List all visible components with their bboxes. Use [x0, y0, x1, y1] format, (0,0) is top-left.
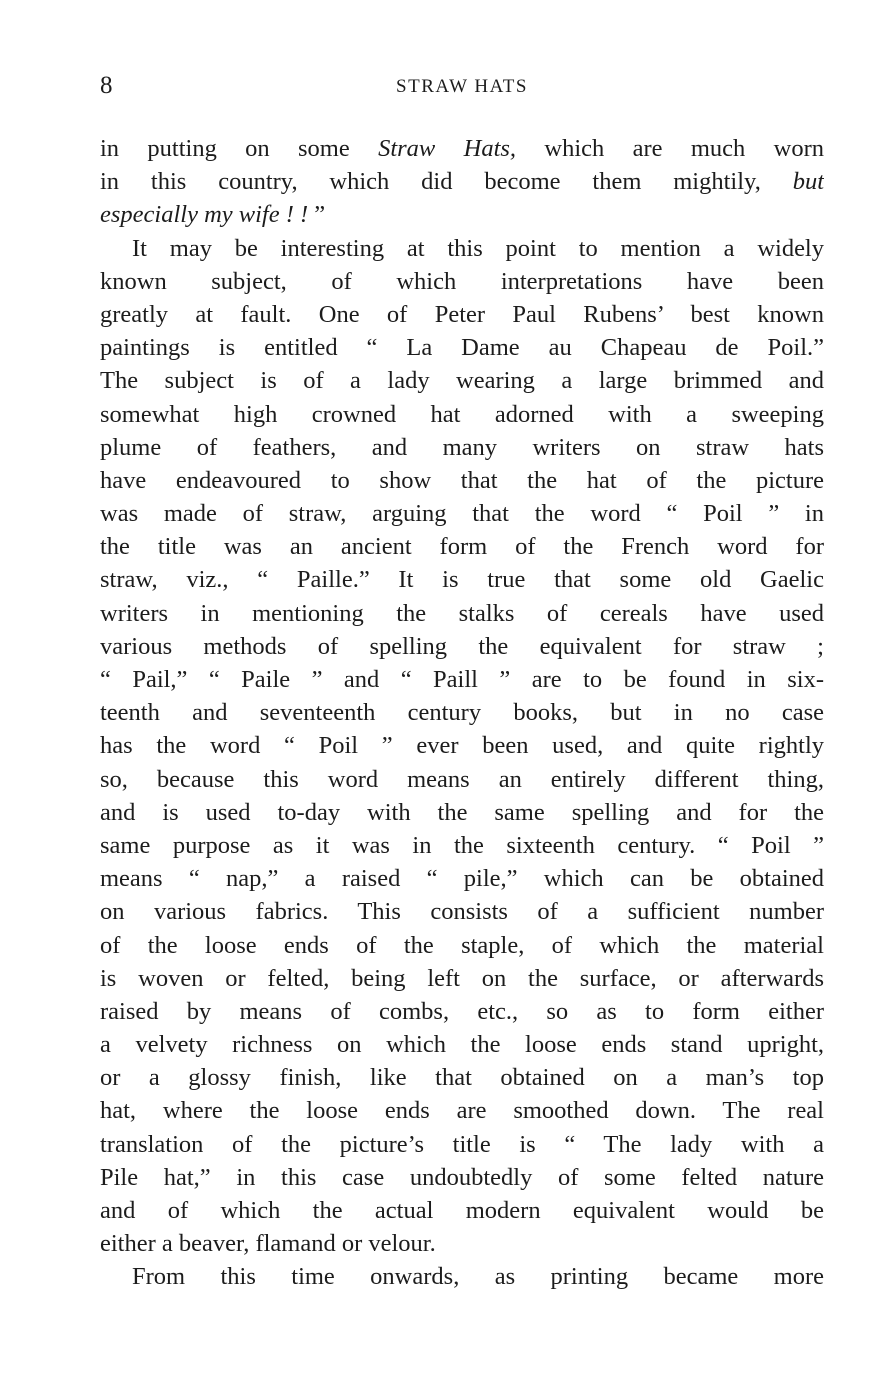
- text-line: [100, 298, 824, 331]
- text-segment: in this country, which did become them mightily,: [100, 168, 793, 196]
- text-line: [100, 431, 824, 464]
- text-segment: raised by means of combs, etc., so as to form either: [100, 997, 824, 1025]
- text-line: [100, 829, 824, 862]
- text-segment: straw, viz., “ Paille.” It is true that some old Gaelic: [100, 566, 824, 594]
- text-segment: the title was an ancient form of the French word for: [100, 533, 824, 561]
- text-segment: is woven or felted, being left on the surface, or afterwards: [100, 964, 824, 992]
- text-line: [100, 929, 824, 962]
- text-line: [100, 696, 824, 729]
- text-line: [100, 796, 824, 829]
- text-segment: means “ nap,” a raised “ pile,” which can be obtained: [100, 865, 824, 893]
- italic-text: Straw Hats,: [378, 135, 517, 162]
- italic-text: especially my wife ! !: [100, 201, 309, 229]
- text-segment: writers in mentioning the stalks of cereals have used: [100, 599, 824, 627]
- text-segment: a velvety richness on which the loose ends stand upright,: [100, 1031, 824, 1059]
- text-segment: in putting on some: [100, 135, 379, 162]
- text-line: [100, 398, 824, 431]
- text-line: [100, 1061, 824, 1094]
- text-segment: From this time onwards, as printing became more: [132, 1263, 824, 1291]
- text-segment: which are much worn: [516, 135, 824, 162]
- text-segment: paintings is entitled “ La Dame au Chapeau de Poil.”: [100, 334, 824, 362]
- text-line: [100, 962, 824, 995]
- text-line: [100, 265, 824, 298]
- text-line: [100, 1260, 824, 1293]
- italic-text: but: [792, 168, 824, 196]
- text-segment: was made of straw, arguing that the word “ Poil ” in: [100, 500, 824, 528]
- text-segment: or a glossy finish, like that obtained on a man’s top: [100, 1064, 824, 1092]
- text-segment: ”: [308, 201, 326, 229]
- text-line: [100, 198, 824, 231]
- text-segment: greatly at fault. One of Peter Paul Rubens’ best known: [100, 300, 824, 328]
- text-line: [100, 331, 824, 364]
- text-segment: has the word “ Poil ” ever been used, and quite rightly: [100, 732, 824, 760]
- text-segment: Pile hat,” in this case undoubtedly of some felted nature: [100, 1163, 824, 1191]
- text-segment: hat, where the loose ends are smoothed down. The real: [100, 1097, 824, 1125]
- text-segment: somewhat high crowned hat adorned with a sweeping: [100, 400, 824, 428]
- text-line: [100, 497, 824, 530]
- text-line: [100, 995, 824, 1028]
- text-segment: same purpose as it was in the sixteenth century. “ Poil ”: [100, 831, 824, 859]
- text-segment: The subject is of a lady wearing a large brimmed and: [100, 367, 824, 395]
- text-line: [100, 1194, 824, 1227]
- text-segment: plume of feathers, and many writers on straw hats: [100, 433, 824, 461]
- text-line: [100, 1094, 824, 1127]
- text-segment: “ Pail,” “ Paile ” and “ Paill ” are to be found in six-: [100, 666, 824, 693]
- text-line: [100, 232, 824, 265]
- text-line: [100, 464, 824, 497]
- text-line: [100, 364, 824, 397]
- text-line: [100, 729, 824, 762]
- text-line: [100, 597, 824, 630]
- body-text: [100, 132, 824, 1294]
- text-line: [100, 563, 824, 596]
- text-line: [100, 663, 824, 696]
- text-segment: and is used to-day with the same spelling and for the: [100, 798, 824, 826]
- running-header: [100, 70, 824, 106]
- text-line: [100, 530, 824, 563]
- text-segment: translation of the picture’s title is “ The lady with a: [100, 1130, 824, 1158]
- text-line: [100, 132, 824, 165]
- text-line: [100, 1128, 824, 1161]
- text-line: [100, 1227, 824, 1260]
- text-line: [100, 763, 824, 796]
- text-segment: It may be interesting at this point to mention a widely: [132, 234, 824, 262]
- text-segment: so, because this word means an entirely different thing,: [100, 765, 824, 793]
- page-number: 8: [100, 72, 113, 99]
- text-segment: known subject, of which interpretations have been: [100, 267, 824, 295]
- text-line: [100, 630, 824, 663]
- text-line: [100, 895, 824, 928]
- text-segment: various methods of spelling the equivalent for straw ;: [100, 632, 824, 660]
- text-line: [100, 1161, 824, 1194]
- text-segment: on various fabrics. This consists of a sufficient number: [100, 898, 824, 926]
- text-line: [100, 165, 824, 198]
- running-title: STRAW HATS: [396, 76, 528, 97]
- text-segment: of the loose ends of the staple, of which the material: [100, 931, 824, 959]
- text-segment: and of which the actual modern equivalent would be: [100, 1197, 824, 1224]
- text-segment: teenth and seventeenth century books, but in no case: [100, 699, 824, 727]
- text-segment: have endeavoured to show that the hat of the picture: [100, 466, 824, 494]
- text-line: [100, 862, 824, 895]
- text-segment: either a beaver, flamand or velour.: [100, 1230, 436, 1258]
- text-line: [100, 1028, 824, 1061]
